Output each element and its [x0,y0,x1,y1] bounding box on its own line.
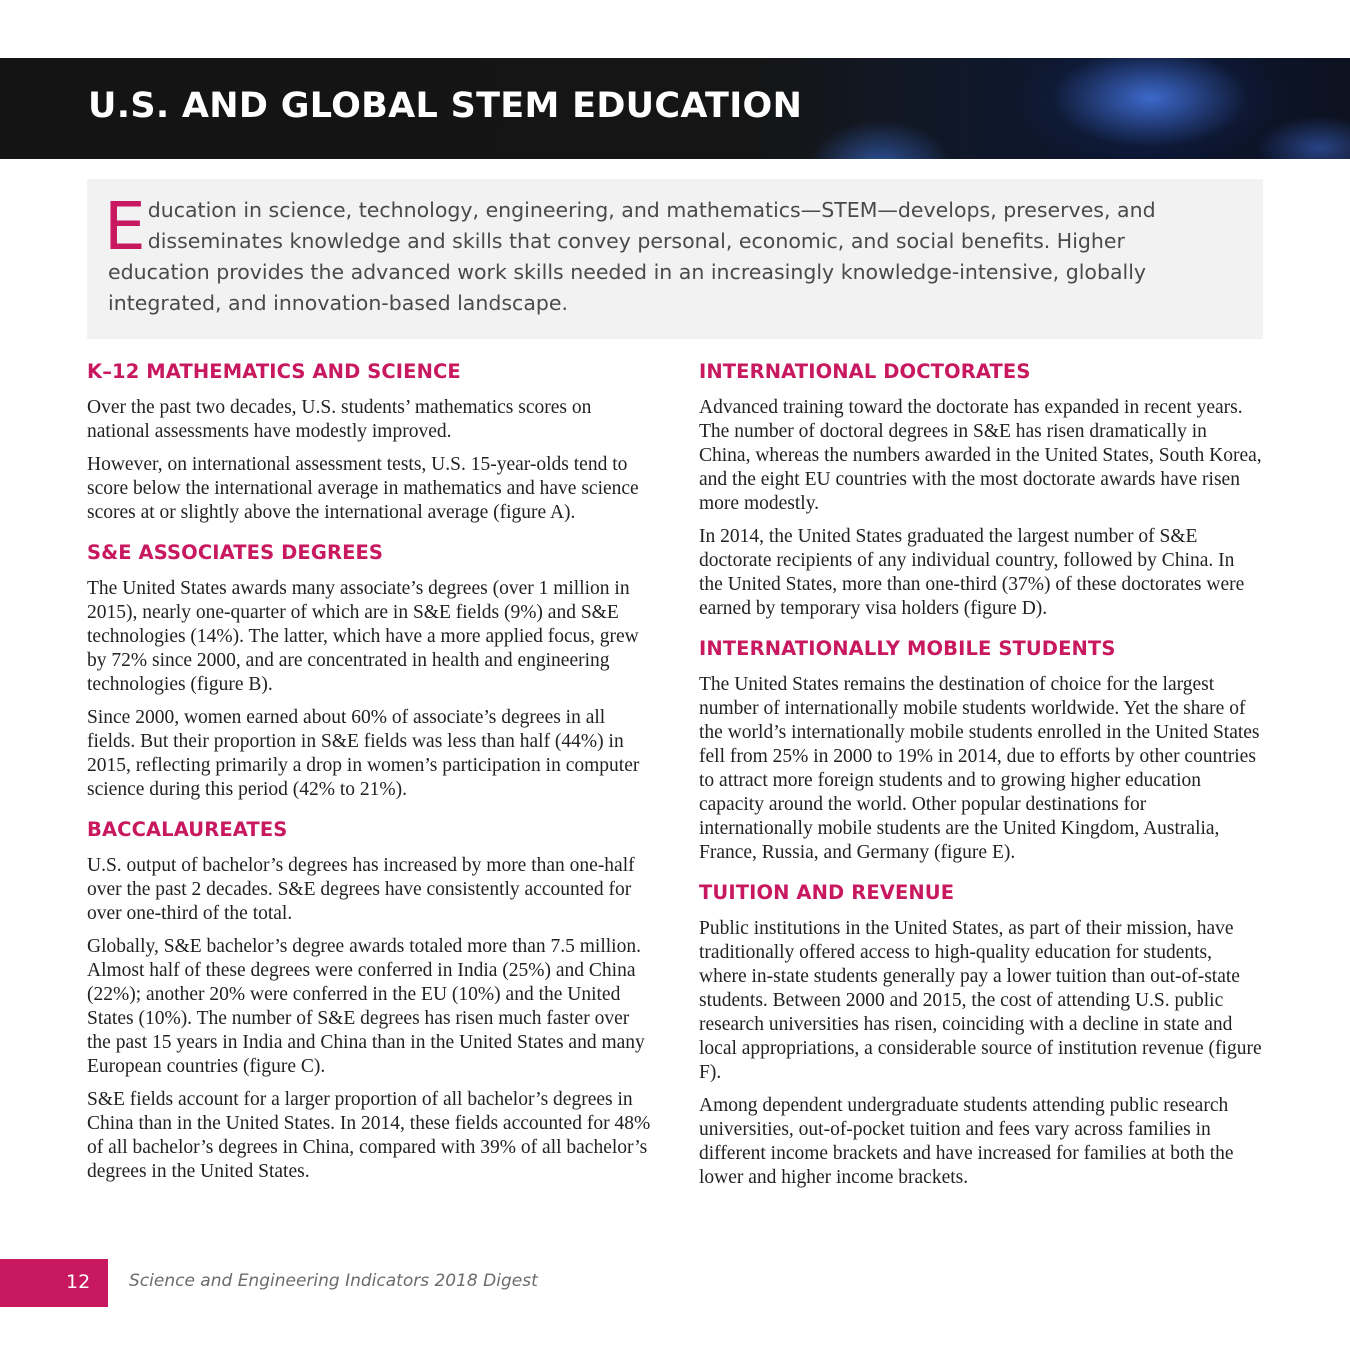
section-baccalaureates [87,816,653,1184]
intro-text: ducation in science, technology, engineering, and mathematics—STEM—develops, preserves, and disseminates knowledge and skills that convey personal, economic, and social benefits. Higher education provides the advanced work skills needed in an increasingly knowledge-intensive, globally integrated, and innovation-based landscape. [108,198,1156,315]
section-heading: INTERNATIONALLY MOBILE STUDENTS [699,637,1116,660]
right-column [699,358,1263,1199]
paragraph: Globally, S&E bachelor’s degree awards totaled more than 7.5 million. Almost half of these degrees were conferred in India (25%) and China (22%); another 20% were conferred in the EU (10%) and the United States (10%). The number of S&E degrees has risen much faster over the past 15 years in India and China than in the United States and many European countries (figure C). [87,936,645,1077]
page-title: U.S. AND GLOBAL STEM EDUCATION [88,86,803,126]
left-column [87,358,653,1193]
page-number-box [0,1259,108,1307]
footer-publication-title: Science and Engineering Indicators 2018 Digest [129,1271,538,1291]
section-heading: K–12 MATHEMATICS AND SCIENCE [87,360,461,383]
paragraph: Advanced training toward the doctorate has expanded in recent years. The number of doctoral degrees in S&E has risen dramatically in China, whereas the numbers awarded in the United States, South Korea, and the eight EU countries with the most doctorate awards have risen more modestly. [699,397,1262,514]
section-heading: S&E ASSOCIATES DEGREES [87,541,384,564]
paragraph: U.S. output of bachelor’s degrees has increased by more than one-half over the past 2 decades. S&E degrees have consistently accounted for over one-third of the total. [87,855,635,924]
intro-box [87,179,1263,339]
title-banner [0,58,1350,159]
paragraph: The United States awards many associate’s degrees (over 1 million in 2015), nearly one-quarter of which are in S&E fields (9%) and S&E technologies (14%). The latter, which have a more applied focus, grew by 72% since 2000, and are concentrated in health and engineering technologies (figure B). [87,578,639,695]
section-doctorates [699,358,1263,621]
section-associates [87,539,653,802]
section-mobile-students [699,635,1263,865]
paragraph: However, on international assessment tests, U.S. 15-year-olds tend to score below the international average in mathematics and have science scores at or slightly above the international average (figure A). [87,454,639,523]
section-tuition [699,879,1263,1190]
page-number: 12 [66,1271,91,1293]
intro-dropcap: E [104,188,146,265]
paragraph: In 2014, the United States graduated the largest number of S&E doctorate recipients of any individual country, followed by China. In the United States, more than one-third (37%) of these doctorates were earned by temporary visa holders (figure D). [699,526,1245,619]
paragraph: Since 2000, women earned about 60% of associate’s degrees in all fields. But their proportion in S&E fields was less than half (44%) in 2015, reflecting primarily a drop in women’s participation in computer science during this period (42% to 21%). [87,707,640,800]
section-heading: BACCALAUREATES [87,818,288,841]
section-k12 [87,358,653,525]
paragraph: S&E fields account for a larger proportion of all bachelor’s degrees in China than in the United States. In 2014, these fields accounted for 48% of all bachelor’s degrees in China, compared with 39% of all bachelor’s degrees in the United States. [87,1089,651,1182]
paragraph: The United States remains the destination of choice for the largest number of internationally mobile students worldwide. Yet the share of the world’s internationally mobile students enrolled in the United States fell from 25% in 2000 to 19% in 2014, due to efforts by other countries to attract more foreign students and to growing higher education capacity around the world. Other popular destinations for internationally mobile students are the United Kingdom, Australia, France, Russia, and Germany (figure E). [699,674,1260,863]
section-heading: TUITION AND REVENUE [699,881,955,904]
paragraph: Over the past two decades, U.S. students’ mathematics scores on national assessments have modestly improved. [87,397,592,442]
section-heading: INTERNATIONAL DOCTORATES [699,360,1031,383]
paragraph: Public institutions in the United States, as part of their mission, have traditionally offered access to high-quality education for students, where in-state students generally pay a lower tuition than out-of-state students. Between 2000 and 2015, the cost of attending U.S. public research universities has risen, coinciding with a decline in state and local appropriations, a considerable source of institution revenue (figure F). [699,918,1262,1083]
paragraph: Among dependent undergraduate students attending public research universities, out-of-pocket tuition and fees vary across families in different income brackets and have increased for families at both the lower and higher income brackets. [699,1095,1234,1188]
